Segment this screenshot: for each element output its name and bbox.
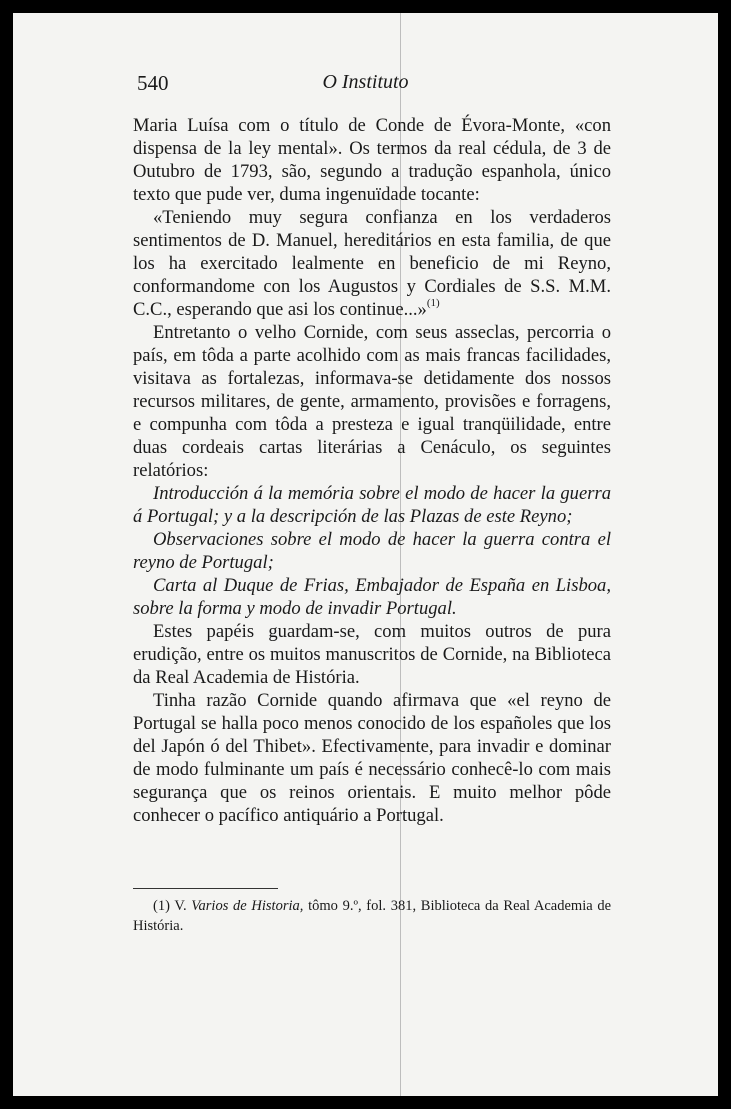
- footnote-separator: [133, 888, 278, 889]
- book-page: [13, 13, 718, 1096]
- paragraph-1: Maria Luísa com o título de Conde de Évora-Monte, «con dispensa de la ley mental». Os termos da real cédula, de 3 de Outubro de 1793, são, segundo a tradução espanhola, único texto que pude ver, duma ingenuïdade tocante:: [133, 115, 611, 205]
- paragraph-3: Entretanto o velho Cornide, com seus asseclas, percorria o país, em tôda a parte acolhido com as mais francas facilidades, visitava as fortalezas, informava-se detidamente dos nossos recursos militares, de gente, armamento, provisões e forragens, e compunha com tôda a presteza e igual tranqüilidade, entre duas cordeais cartas literárias a Cenáculo, os seguintes relatórios:: [133, 322, 611, 481]
- report-title-1: Introducción á la memória sobre el modo de hacer la guerra á Portugal; y a la descripción de las Plazas de este Reyno;: [133, 483, 611, 527]
- body-text: [133, 114, 611, 827]
- paragraph-4: Estes papéis guardam-se, com muitos outros de pura erudição, entre os muitos manuscritos de Cornide, na Biblioteca da Real Academia de História.: [133, 621, 611, 688]
- paragraph-2-quote: [133, 206, 611, 321]
- report-title-3: Carta al Duque de Frias, Embajador de España en Lisboa, sobre la forma y modo de invadir Portugal.: [133, 575, 611, 619]
- footnote-marker: (1) V.: [153, 898, 187, 914]
- footnote-text: tômo 9.º, fol. 381, Biblioteca da Real Academia de História.: [133, 898, 612, 934]
- footnote: [133, 896, 611, 936]
- running-title: O Instituto: [322, 71, 409, 93]
- page-header: [13, 71, 718, 101]
- page-number: 540: [137, 71, 169, 95]
- paragraph-5: Tinha razão Cornide quando afirmava que «el reyno de Portugal se halla poco menos conocido de los españoles que los del Japón ó del Thibet». Efectivamente, para invadir e dominar de modo fulminante um país é necessário conhecê-lo com mais segurança que os reinos orientais. E muito melhor pôde conhecer o pacífico antiquário a Portugal.: [133, 690, 611, 826]
- footnote-work-title: Varios de Historia,: [191, 898, 304, 914]
- footnote-reference: (1): [426, 297, 440, 309]
- quote-text: «Teniendo muy segura confianza en los verdaderos sentimentos de D. Manuel, hereditários en esta familia, de que los ha exercitado lealmente en beneficio de mi Reyno, conformandome con los Augustos y Cordiales de S.S. M.M. C.C., esperando que asi los continue...»: [133, 207, 611, 320]
- report-title-2: Observaciones sobre el modo de hacer la guerra contra el reyno de Portugal;: [133, 529, 611, 573]
